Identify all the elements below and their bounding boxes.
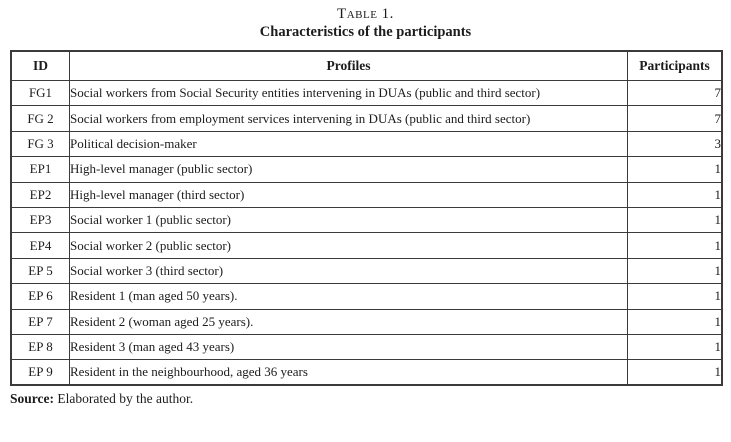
cell-id: EP3 [11, 207, 70, 232]
table-row [11, 131, 722, 156]
table-row [11, 207, 722, 232]
cell-participants: 7 [628, 106, 723, 131]
table-number-label: Table 1. [337, 6, 394, 22]
cell-participants: 3 [628, 131, 723, 156]
cell-id: EP 9 [11, 360, 70, 385]
cell-participants: 1 [628, 233, 723, 258]
cell-id: EP 8 [11, 334, 70, 359]
cell-id: EP 5 [11, 258, 70, 283]
table-row [11, 360, 722, 385]
table-row [11, 334, 722, 359]
cell-participants: 1 [628, 309, 723, 334]
cell-id: EP2 [11, 182, 70, 207]
table-caption: Characteristics of the participants [259, 24, 472, 40]
cell-id: FG 2 [11, 106, 70, 131]
cell-profile: Political decision-maker [70, 131, 628, 156]
participants-table [10, 50, 723, 386]
cell-id: EP1 [11, 157, 70, 182]
table-header-row [11, 51, 722, 81]
cell-participants: 1 [628, 182, 723, 207]
cell-participants: 1 [628, 157, 723, 182]
cell-profile: Social worker 2 (public sector) [70, 233, 628, 258]
cell-profile: Social workers from employment services intervening in DUAs (public and third sector) [70, 106, 628, 131]
source-note [10, 391, 731, 407]
cell-id: FG1 [11, 81, 70, 106]
table-row [11, 309, 722, 334]
table-row [11, 182, 722, 207]
cell-id: EP4 [11, 233, 70, 258]
cell-profile: Social workers from Social Security entities intervening in DUAs (public and third sector) [70, 81, 628, 106]
table-row [11, 81, 722, 106]
cell-profile: High-level manager (public sector) [70, 157, 628, 182]
cell-id: EP 6 [11, 284, 70, 309]
cell-participants: 7 [628, 81, 723, 106]
cell-profile: Resident 1 (man aged 50 years). [70, 284, 628, 309]
column-header-participants: Participants [628, 51, 723, 81]
source-label: Source: [10, 391, 54, 407]
table-row [11, 258, 722, 283]
cell-profile: Social worker 3 (third sector) [70, 258, 628, 283]
cell-id: EP 7 [11, 309, 70, 334]
table-row [11, 284, 722, 309]
cell-profile: Resident 2 (woman aged 25 years). [70, 309, 628, 334]
column-header-profiles: Profiles [70, 51, 628, 81]
table-row [11, 106, 722, 131]
cell-profile: Resident 3 (man aged 43 years) [70, 334, 628, 359]
cell-participants: 1 [628, 360, 723, 385]
cell-profile: Resident in the neighbourhood, aged 36 years [70, 360, 628, 385]
source-text: Elaborated by the author. [57, 391, 194, 407]
cell-participants: 1 [628, 284, 723, 309]
column-header-id: ID [11, 51, 70, 81]
cell-participants: 1 [628, 334, 723, 359]
cell-participants: 1 [628, 207, 723, 232]
table-row [11, 157, 722, 182]
cell-profile: Social worker 1 (public sector) [70, 207, 628, 232]
cell-participants: 1 [628, 258, 723, 283]
cell-id: FG 3 [11, 131, 70, 156]
cell-profile: High-level manager (third sector) [70, 182, 628, 207]
table-row [11, 233, 722, 258]
